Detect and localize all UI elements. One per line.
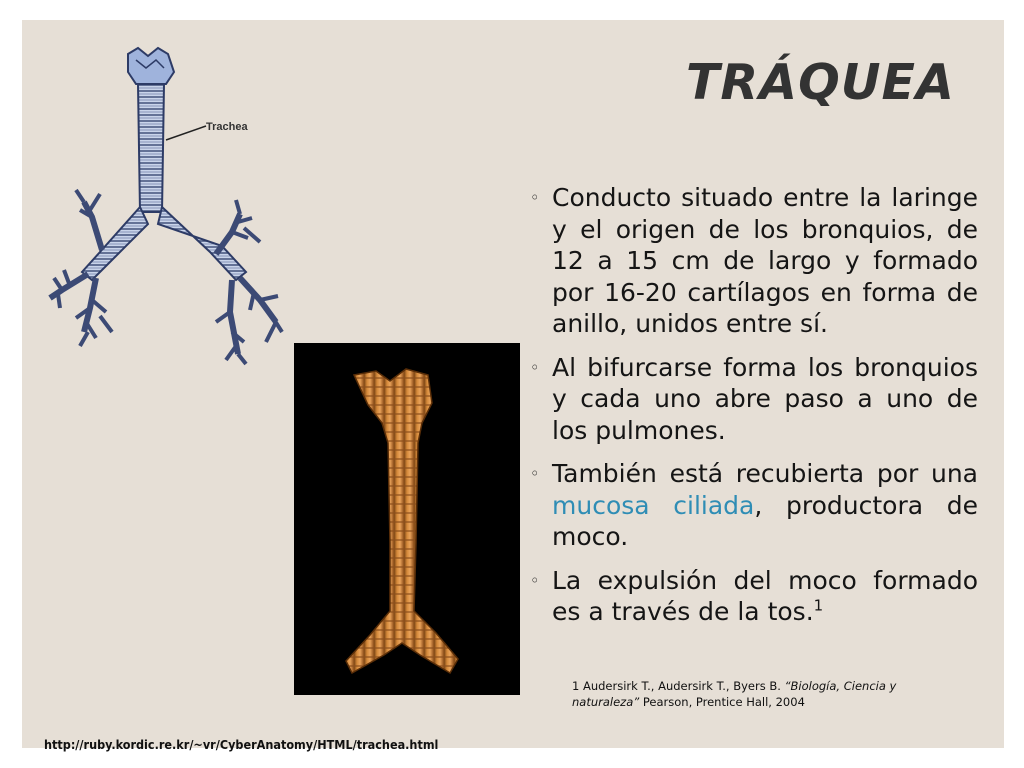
bullet-list [530, 182, 978, 640]
footnote-book-title: “Biología, Ciencia y naturaleza” [572, 679, 897, 709]
bullet-circle-icon: ◦ [530, 357, 540, 377]
footnote-authors: 1 Audersirk T., Audersirk T., Byers B. [572, 679, 785, 693]
bullet-circle-icon: ◦ [530, 464, 540, 483]
trachea-diagram [40, 42, 290, 372]
bullet-item [530, 182, 978, 340]
bullet-circle-icon: ◦ [530, 188, 540, 207]
bullet-text: Al bifurcarse forma los bronquios y cada uno abre paso a uno de los pulmones. [552, 352, 978, 445]
bullet-item [530, 352, 978, 447]
slide-title: TRÁQUEA [686, 54, 955, 111]
source-url: http://ruby.kordic.re.kr/~vr/CyberAnatomy/HTML/trachea.html [44, 737, 439, 752]
bullet-circle-icon: ◦ [530, 570, 540, 590]
highlighted-term: mucosa ciliada [552, 490, 755, 520]
footnote-reference: 1 [813, 596, 824, 615]
trachea-photo [294, 343, 520, 695]
bullet-text-post: , productora de moco. [552, 490, 979, 551]
bullet-item [530, 458, 978, 553]
bullet-text-pre: También está recubierta por una [552, 459, 978, 488]
trachea-label: Trachea [206, 121, 248, 133]
footnote-publisher: Pearson, Prentice Hall, 2004 [639, 695, 805, 709]
bullet-text: La expulsión del moco formado es a través de la tos. [552, 565, 978, 626]
footnote [572, 678, 932, 710]
bullet-text: Conducto situado entre la laringe y el origen de los bronquios, de 12 a 15 cm de largo y formado por 16-20 cartílagos en forma de anillo, unidos entre sí. [552, 183, 978, 338]
bullet-item [530, 565, 978, 628]
